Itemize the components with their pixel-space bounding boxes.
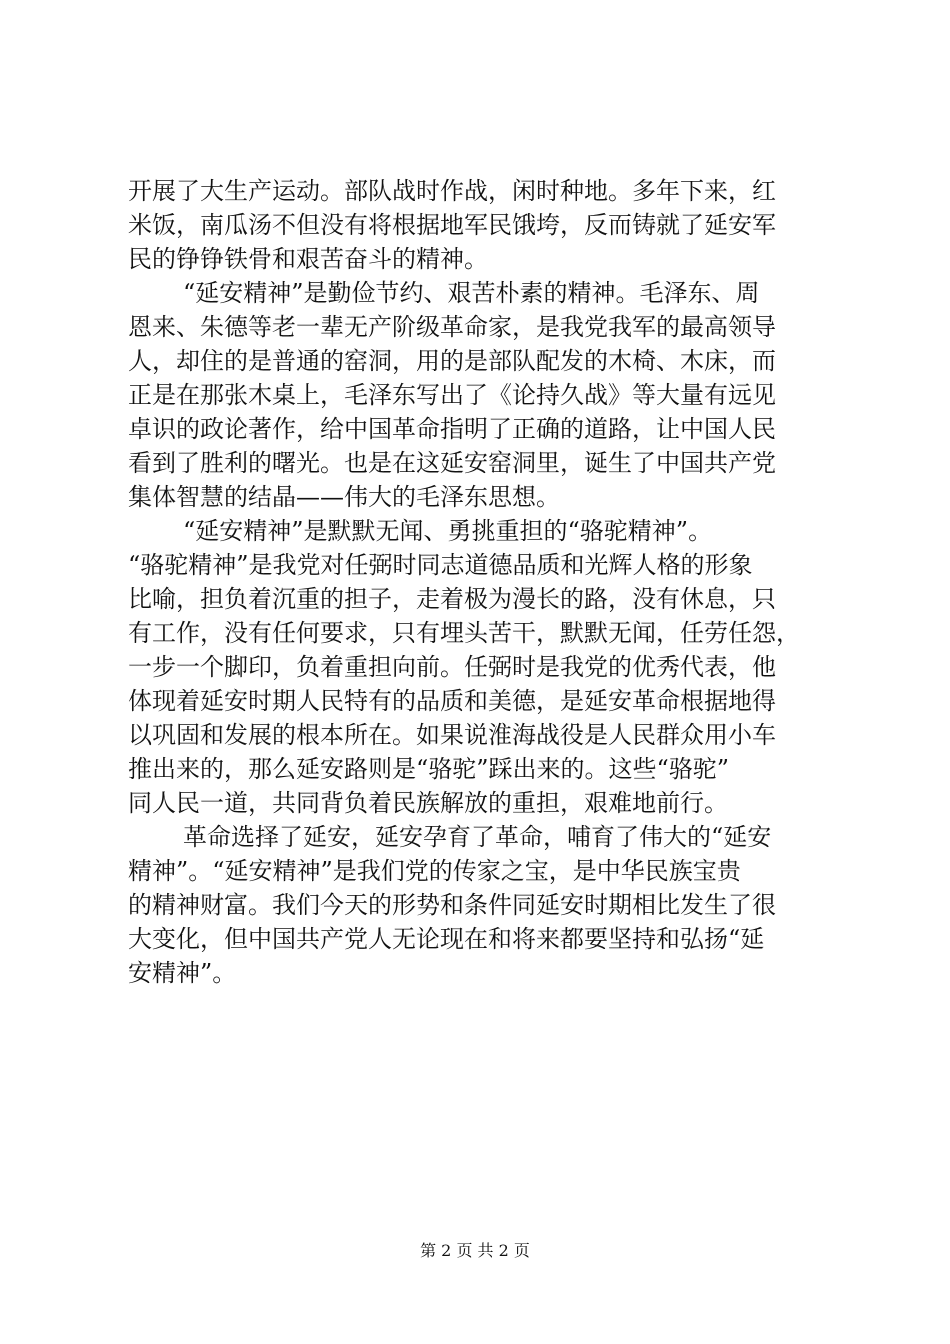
text-line: 精神”。“延安精神”是我们党的传家之宝，是中华民族宝贵	[128, 857, 741, 885]
text-line: 的精神财富。我们今天的形势和条件同延安时期相比发生了很	[128, 891, 776, 919]
text-line: 集体智慧的结晶——伟大的毛泽东思想。	[128, 483, 560, 511]
text-line: “骆驼精神”是我党对任弼时同志道德品质和光辉人格的形象	[128, 551, 753, 579]
text-line: 体现着延安时期人民特有的品质和美德，是延安革命根据地得	[128, 687, 776, 715]
text-line: 推出来的，那么延安路则是“骆驼”踩出来的。这些“骆驼”	[128, 755, 730, 783]
text-line: 民的铮铮铁骨和艰苦奋斗的精神。	[128, 245, 488, 273]
text-line: 看到了胜利的曙光。也是在这延安窑洞里，诞生了中国共产党	[128, 449, 776, 477]
document-body	[128, 174, 828, 990]
text-line: 人，却住的是普通的窑洞，用的是部队配发的木椅、木床，而	[128, 347, 776, 375]
text-line: 正是在那张木桌上，毛泽东写出了《论持久战》等大量有远见	[128, 381, 776, 409]
text-line: 大变化，但中国共产党人无论现在和将来都要坚持和弘扬“延	[128, 925, 765, 953]
text-line: 同人民一道，共同背负着民族解放的重担，艰难地前行。	[128, 789, 728, 817]
text-line: 一步一个脚印，负着重担向前。任弼时是我党的优秀代表，他	[128, 653, 776, 681]
text-line: 安精神”。	[128, 959, 237, 987]
page-number-footer: 第 2 页 共 2 页	[420, 1241, 530, 1260]
text-line: 米饭，南瓜汤不但没有将根据地军民饿垮，反而铸就了延安军	[128, 211, 776, 239]
text-line: 有工作，没有任何要求，只有埋头苦干，默默无闻，任劳任怨，	[128, 619, 800, 647]
paragraph-first-line: “延安精神”是勤俭节约、艰苦朴素的精神。毛泽东、周	[183, 279, 760, 307]
text-line: 恩来、朱德等老一辈无产阶级革命家，是我党我军的最高领导	[128, 313, 776, 341]
text-line: 以巩固和发展的根本所在。如果说淮海战役是人民群众用小车	[128, 721, 776, 749]
text-line: 比喻，担负着沉重的担子，走着极为漫长的路，没有休息，只	[128, 585, 776, 613]
paragraph-first-line: “延安精神”是默默无闻、勇挑重担的“骆驼精神”。	[183, 517, 713, 545]
text-line: 开展了大生产运动。部队战时作战，闲时种地。多年下来，红	[128, 177, 776, 205]
paragraph-first-line: 革命选择了延安，延安孕育了革命，哺育了伟大的“延安	[183, 823, 772, 851]
text-line: 卓识的政论著作，给中国革命指明了正确的道路，让中国人民	[128, 415, 776, 443]
